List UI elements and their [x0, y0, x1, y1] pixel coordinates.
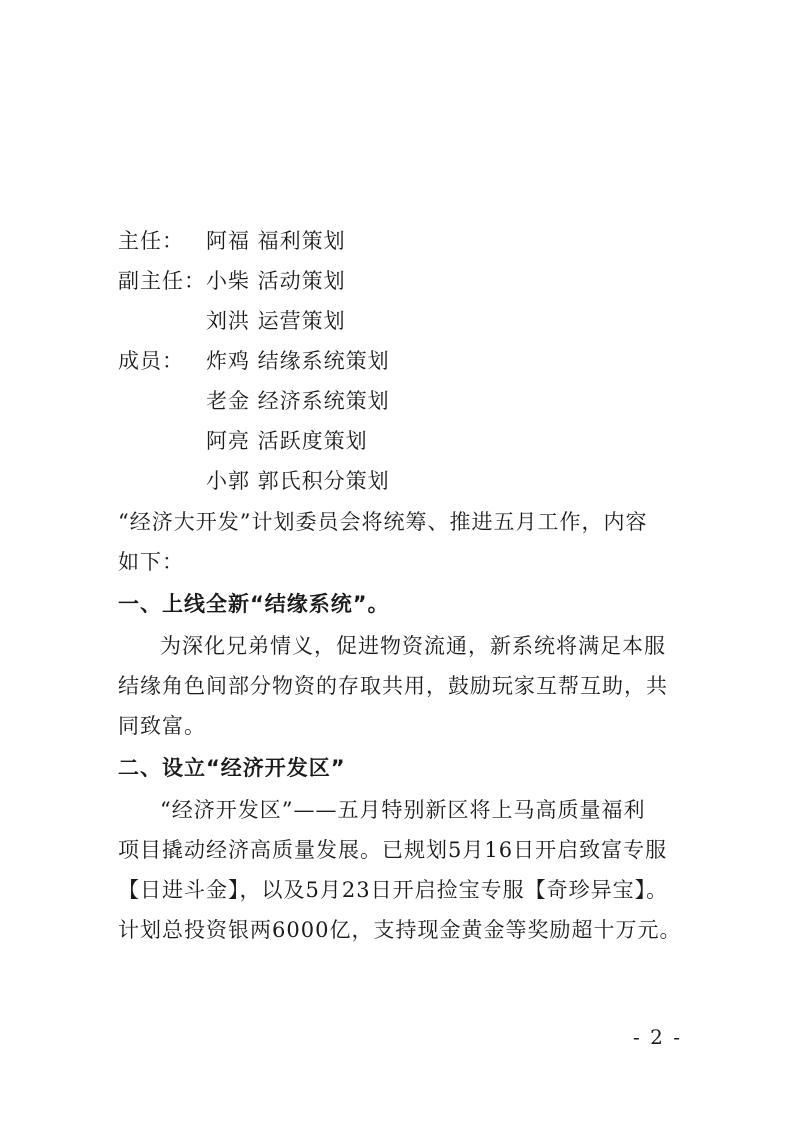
member-entry-4: 小郭 郭氏积分策划	[206, 469, 390, 493]
section-1-line-2: 结缘角色间部分物资的存取共用，鼓励玩家互帮互助，共	[118, 674, 668, 698]
member-entry-2: 老金 经济系统策划	[206, 389, 390, 413]
section-2-heading: 二、设立“经济开发区”	[118, 756, 346, 780]
section-2-line-2: 项目撬动经济高质量发展。已规划5月16日开启致富专服	[118, 838, 668, 862]
section-1-line-3: 同致富。	[118, 714, 206, 738]
intro-line-1: “经济大开发”计划委员会将统筹、推进五月工作，内容	[118, 510, 648, 534]
intro-line-2: 如下：	[118, 550, 184, 574]
deputy-entry-2: 刘洪 运营策划	[206, 309, 346, 333]
section-2-line-4: 计划总投资银两6000亿，支持现金黄金等奖励超十万元。	[118, 918, 682, 942]
members-label: 成员：	[118, 349, 184, 373]
section-1-line-1: 为深化兄弟情义，促进物资流通，新系统将满足本服	[160, 634, 666, 658]
section-2-line-1: “经济开发区”——五月特别新区将上马高质量福利	[160, 798, 646, 822]
director-label: 主任：	[118, 229, 184, 253]
section-1-heading: 一、上线全新“结缘系统”。	[118, 592, 390, 616]
deputy-label: 副主任：	[118, 269, 206, 293]
member-entry-1: 炸鸡 结缘系统策划	[206, 349, 390, 373]
member-entry-3: 阿亮 活跃度策划	[206, 429, 368, 453]
director-entry: 阿福 福利策划	[206, 229, 346, 253]
director-row	[118, 221, 184, 261]
deputy-entry-1: 小柴 活动策划	[206, 269, 346, 293]
page-number: - 2 -	[633, 1025, 682, 1049]
section-2-line-3: 【日进斗金】，以及5月23日开启捡宝专服【奇珍异宝】。	[118, 878, 669, 902]
